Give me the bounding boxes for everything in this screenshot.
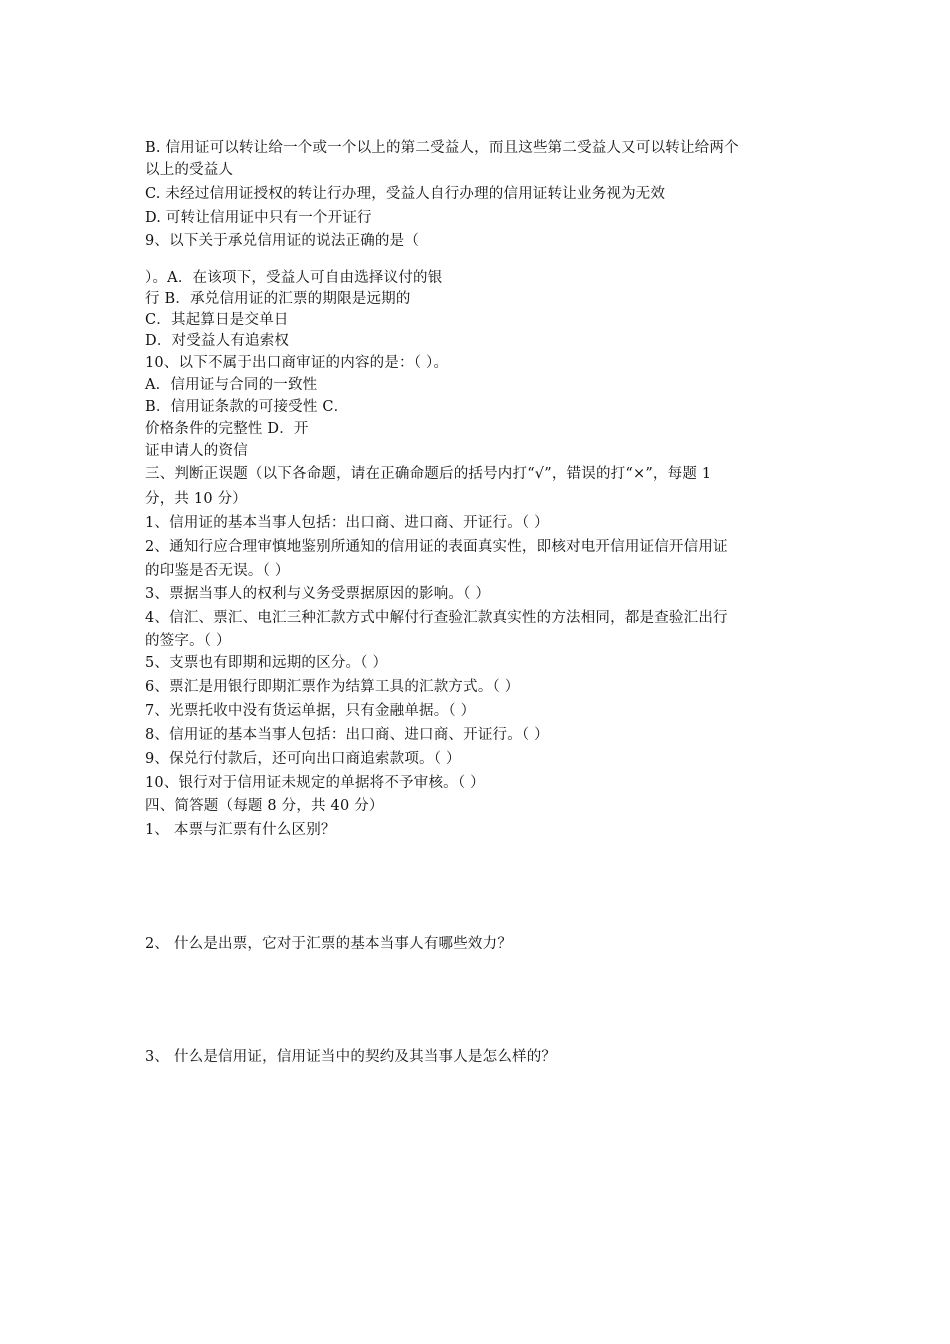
option-d-line: D. 可转让信用证中只有一个开证行 — [145, 210, 372, 226]
section-3-item: 9、保兑行付款后，还可向出口商追索款项。（ ） — [145, 751, 461, 767]
option-b-line1: B. 信用证可以转让给一个或一个以上的第二受益人，而且这些第二受益人又可以转让给两个 — [145, 140, 739, 156]
section-3-item: 1、信用证的基本当事人包括：出口商、进口商、开证行。（ ） — [145, 515, 549, 531]
section-3-item: 2、通知行应合理审慎地鉴别所通知的信用证的表面真实性，即核对电开信用证信开信用证 — [145, 539, 728, 555]
question-9-stem: 9、以下关于承兑信用证的说法正确的是（ — [145, 233, 420, 249]
section-3-title-line2: 分，共 10 分） — [145, 491, 247, 507]
section-4-question-1: 1、 本票与汇票有什么区别？ — [145, 822, 336, 838]
section-3-title-line1: 三、判断正误题（以下各命题，请在正确命题后的括号内打“√”，错误的打“×”，每题 1 — [145, 466, 712, 482]
option-b-line2: 以上的受益人 — [145, 162, 234, 178]
question-10-stem: 10、以下不属于出口商审证的内容的是：（ ）。 — [145, 355, 449, 371]
option-c-line: C. 未经过信用证授权的转让行办理，受益人自行办理的信用证转让业务视为无效 — [145, 186, 666, 202]
question-10-option-d-cont: 证申请人的资信 — [145, 443, 248, 459]
section-3-item: 5、支票也有即期和远期的区分。（ ） — [145, 655, 388, 671]
section-3-item: 3、票据当事人的权利与义务受票据原因的影响。（ ） — [145, 586, 491, 602]
section-3-item: 10、银行对于信用证未规定的单据将不予审核。（ ） — [145, 775, 485, 791]
question-10-option-c-d: 价格条件的完整性 D．开 — [145, 421, 309, 437]
section-3-item: 的印鉴是否无误。（ ） — [145, 563, 290, 579]
question-9-line5: D．对受益人有追索权 — [145, 333, 290, 349]
section-4-title: 四、简答题（每题 8 分，共 40 分） — [145, 798, 384, 814]
section-3-item: 4、信汇、票汇、电汇三种汇款方式中解付行查验汇款真实性的方法相同，都是查验汇出行 — [145, 610, 728, 626]
question-10-option-b: B．信用证条款的可接受性 C． — [145, 399, 349, 415]
question-9-line2: ）。A．在该项下，受益人可自由选择议付的银 — [145, 270, 443, 286]
question-9-line3: 行 B．承兑信用证的汇票的期限是远期的 — [145, 291, 411, 307]
section-4-question-3: 3、 什么是信用证，信用证当中的契约及其当事人是怎么样的？ — [145, 1049, 557, 1065]
section-3-item: 6、票汇是用银行即期汇票作为结算工具的汇款方式。（ ） — [145, 679, 520, 695]
section-3-item: 7、光票托收中没有货运单据，只有金融单据。（ ） — [145, 703, 476, 719]
section-3-item: 的签字。（ ） — [145, 633, 231, 649]
section-4-question-2: 2、 什么是出票，它对于汇票的基本当事人有哪些效力？ — [145, 936, 513, 952]
question-9-line4: C．其起算日是交单日 — [145, 312, 289, 328]
section-3-item: 8、信用证的基本当事人包括：出口商、进口商、开证行。（ ） — [145, 727, 549, 743]
question-10-option-a: A．信用证与合同的一致性 — [145, 377, 318, 393]
